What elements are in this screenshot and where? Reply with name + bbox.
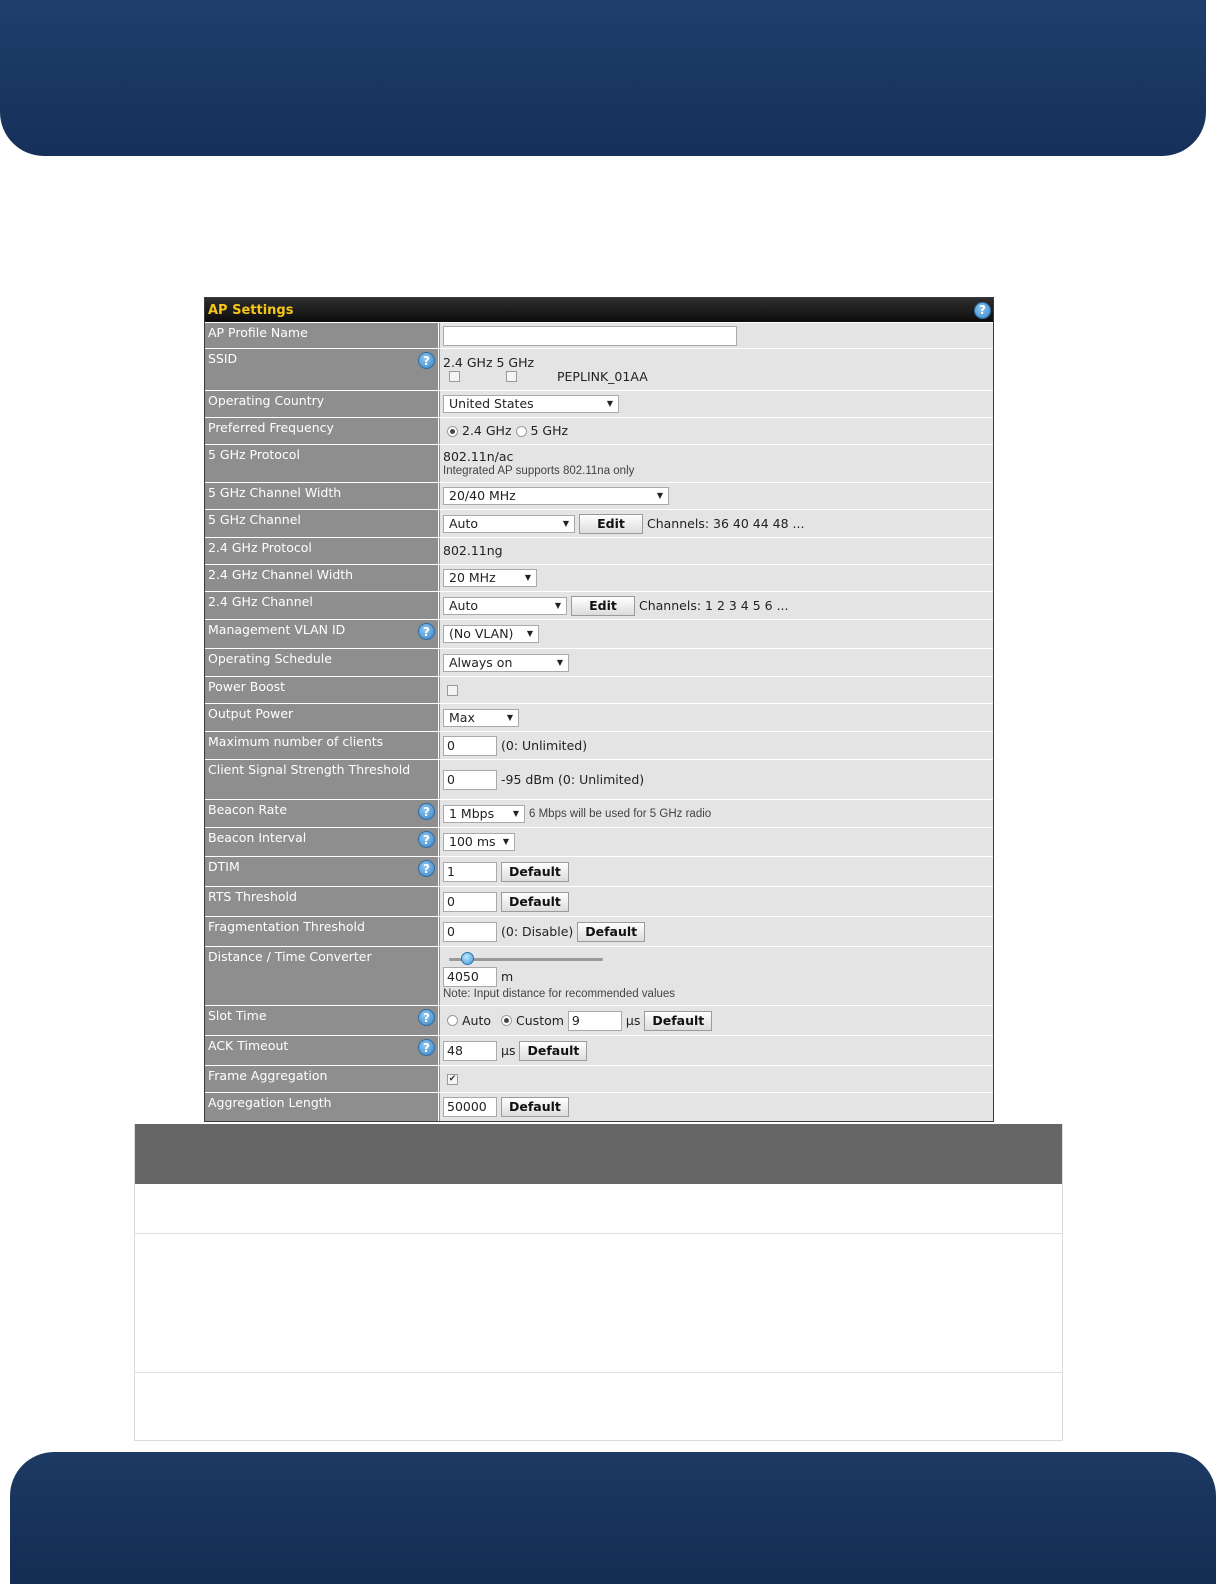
distance-input[interactable]: 4050 [443,967,497,987]
help-icon[interactable]: ? [974,302,991,319]
label-ap-profile-name: AP Profile Name [208,325,308,340]
signal-threshold-hint: -95 dBm (0: Unlimited) [501,771,645,787]
description-table-row [135,1184,1062,1234]
panel-title: AP Settings [208,302,294,318]
label-5ghz-protocol: 5 GHz Protocol [208,447,300,462]
row-5ghz-channel [205,509,993,537]
label-2-4ghz-channel-width: 2.4 GHz Channel Width [208,567,354,582]
page-header-band [0,0,1206,156]
operating-schedule-select[interactable]: Always on ▼ [443,654,569,672]
radio-5ghz[interactable] [516,426,527,437]
aggregation-length-input[interactable]: 50000 [443,1097,497,1117]
2-4ghz-channel-select[interactable]: Auto ▼ [443,597,567,615]
row-max-clients [205,731,993,759]
row-2-4ghz-channel [205,591,993,619]
beacon-rate-select[interactable]: 1 Mbps ▼ [443,805,525,823]
help-icon[interactable]: ? [418,352,435,369]
label-signal-threshold: Client Signal Strength Threshold [208,762,411,777]
label-beacon-interval: Beacon Interval [208,830,307,845]
row-beacon-interval [205,827,993,856]
page-footer-band [10,1452,1216,1584]
max-clients-hint: (0: Unlimited) [501,737,588,753]
radio-5ghz-label: 5 GHz [530,423,569,438]
dropdown-arrow-icon: ▼ [506,712,513,722]
5ghz-channel-list: Channels: 36 40 44 48 ... [647,515,805,531]
2-4ghz-channel-width-select[interactable]: 20 MHz ▼ [443,569,537,587]
row-management-vlan [205,619,993,648]
frame-aggregation-checkbox[interactable]: ✔ [448,1074,457,1084]
label-output-power: Output Power [208,706,294,721]
row-distance-converter [205,946,993,1005]
row-dtim [205,856,993,886]
fragmentation-hint: (0: Disable) [501,923,574,939]
5ghz-channel-select[interactable]: Auto ▼ [443,515,575,533]
dropdown-arrow-icon: ▼ [512,808,519,818]
row-rts-threshold [205,886,993,916]
help-icon[interactable]: ? [418,1009,435,1026]
2-4ghz-protocol-value: 802.11ng [443,543,503,558]
slot-custom-radio[interactable] [501,1015,512,1026]
ack-timeout-input[interactable]: 48 [443,1041,497,1061]
slot-custom-label: Custom [516,1012,564,1028]
row-2-4ghz-protocol [205,537,993,564]
row-5ghz-channel-width [205,482,993,509]
row-operating-country [205,390,993,417]
2-4ghz-channel-edit-button[interactable]: Edit [571,596,635,616]
description-table [134,1124,1063,1441]
radio-2-4ghz-label: 2.4 GHz [462,423,512,438]
fragmentation-threshold-input[interactable]: 0 [443,922,497,942]
label-fragmentation-threshold: Fragmentation Threshold [208,919,365,934]
label-ssid: SSID [208,351,238,366]
rts-default-button[interactable]: Default [501,892,569,912]
label-power-boost: Power Boost [208,679,286,694]
row-ap-profile-name [205,322,993,348]
row-output-power [205,703,993,731]
dropdown-arrow-icon: ▼ [606,399,613,408]
row-frame-aggregation [205,1065,993,1092]
5ghz-protocol-value: 802.11n/ac [443,448,514,464]
5ghz-protocol-note: Integrated AP supports 802.11na only [443,464,635,477]
slot-auto-label: Auto [462,1012,492,1028]
row-beacon-rate [205,799,993,827]
ack-timeout-default-button[interactable]: Default [519,1041,587,1061]
ssid-col-24: 2.4 GHz [443,354,493,370]
operating-country-select[interactable]: United States ▼ [443,395,619,413]
dropdown-arrow-icon: ▼ [656,491,663,500]
ap-settings-panel [204,297,994,1122]
slot-auto-radio[interactable] [447,1015,458,1026]
row-ssid [205,348,993,390]
distance-unit: m [501,969,514,984]
fragmentation-default-button[interactable]: Default [577,922,645,942]
slot-time-default-button[interactable]: Default [644,1011,712,1031]
row-power-boost [205,676,993,703]
ack-timeout-unit: μs [501,1042,516,1058]
label-operating-schedule: Operating Schedule [208,651,332,666]
label-5ghz-channel-width: 5 GHz Channel Width [208,485,342,500]
dropdown-arrow-icon: ▼ [556,657,563,667]
label-preferred-frequency: Preferred Frequency [208,420,334,435]
dropdown-arrow-icon: ▼ [562,518,569,528]
rts-threshold-input[interactable]: 0 [443,892,497,912]
row-signal-threshold [205,759,993,799]
output-power-select[interactable]: Max ▼ [443,709,519,727]
beacon-interval-select[interactable]: 100 ms ▼ [443,833,515,851]
row-slot-time [205,1005,993,1035]
distance-slider[interactable] [443,951,603,967]
radio-2-4ghz[interactable] [447,426,458,437]
label-rts-threshold: RTS Threshold [208,889,297,904]
row-fragmentation-threshold [205,916,993,946]
help-icon[interactable]: ? [418,803,435,820]
ssid-name: PEPLINK_01AA [557,368,648,384]
aggregation-length-default-button[interactable]: Default [501,1097,569,1117]
ap-profile-name-input[interactable] [443,326,737,346]
label-max-clients: Maximum number of clients [208,734,384,749]
distance-note: Note: Input distance for recommended values [443,988,676,1000]
description-table-row [135,1234,1062,1373]
max-clients-input[interactable]: 0 [443,736,497,756]
ssid-col-5: 5 GHz [496,354,535,370]
help-icon[interactable]: ? [418,623,435,640]
label-2-4ghz-channel: 2.4 GHz Channel [208,594,313,609]
row-ack-timeout [205,1035,993,1065]
row-5ghz-protocol [205,444,993,482]
management-vlan-select[interactable]: (No VLAN) ▼ [443,625,539,643]
description-table-header [135,1124,1062,1184]
dropdown-arrow-icon: ▼ [502,837,509,846]
label-slot-time: Slot Time [208,1008,267,1023]
label-aggregation-length: Aggregation Length [208,1095,332,1110]
slot-time-unit: μs [625,1012,641,1028]
label-operating-country: Operating Country [208,393,325,408]
label-5ghz-channel: 5 GHz Channel [208,512,301,527]
help-icon[interactable]: ? [418,831,435,848]
dropdown-arrow-icon: ▼ [554,600,561,610]
label-2-4ghz-protocol: 2.4 GHz Protocol [208,540,312,555]
row-preferred-frequency [205,417,993,444]
2-4ghz-channel-list: Channels: 1 2 3 4 5 6 ... [639,597,789,613]
dropdown-arrow-icon: ▼ [526,629,533,638]
row-operating-schedule [205,648,993,676]
slot-time-input[interactable]: 9 [568,1011,622,1031]
help-icon[interactable]: ? [418,860,435,877]
dtim-input[interactable]: 1 [443,862,497,882]
ssid-5-checkbox[interactable] [506,371,517,382]
help-icon[interactable]: ? [418,1039,435,1056]
label-beacon-rate: Beacon Rate [208,802,288,817]
label-distance-converter: Distance / Time Converter [208,949,372,964]
label-dtim: DTIM [208,859,240,874]
dropdown-arrow-icon: ▼ [524,573,531,582]
label-frame-aggregation: Frame Aggregation [208,1068,328,1083]
signal-threshold-input[interactable]: 0 [443,770,497,790]
power-boost-checkbox[interactable] [447,685,458,696]
row-2-4ghz-channel-width [205,564,993,591]
beacon-rate-note: 6 Mbps will be used for 5 GHz radio [529,807,712,820]
slider-thumb[interactable] [461,952,474,965]
dtim-default-button[interactable]: Default [501,862,569,882]
5ghz-channel-width-select[interactable]: 20/40 MHz ▼ [443,487,669,505]
5ghz-channel-edit-button[interactable]: Edit [579,514,643,534]
label-ack-timeout: ACK Timeout [208,1038,289,1053]
panel-header [205,298,993,322]
ssid-24-checkbox[interactable] [449,371,460,382]
label-management-vlan: Management VLAN ID [208,622,346,637]
row-aggregation-length [205,1092,993,1121]
